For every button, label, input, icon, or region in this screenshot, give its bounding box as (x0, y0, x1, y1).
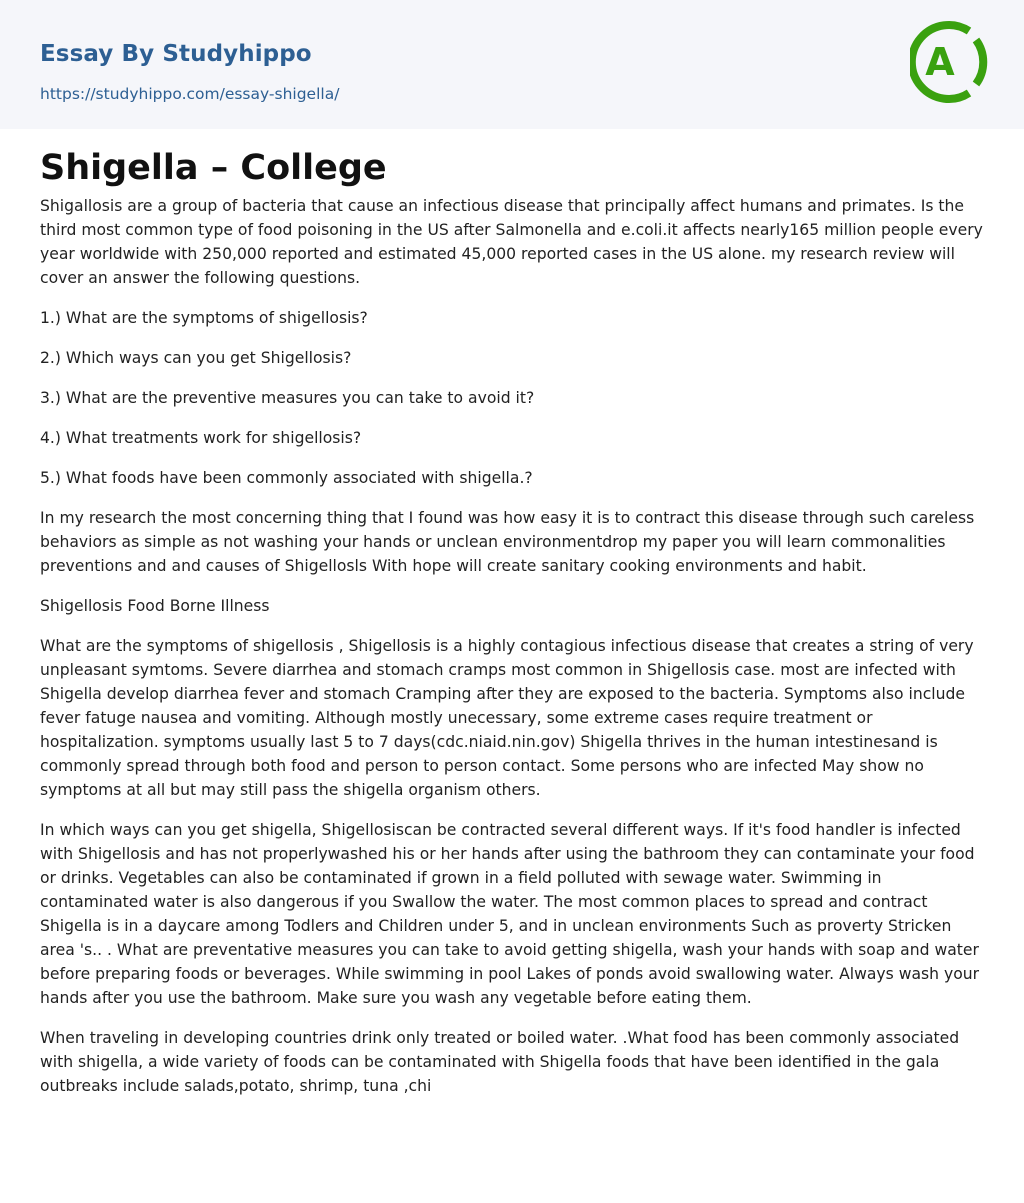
paragraph-symptoms: What are the symptoms of shigellosis , Shigellosis is a highly contagious infectious disease that creates a string of very unpleasant symtoms. Severe diarrhea and stomach cramps most common in Shigellosis case. most are infected with Shigella develop diarrhea fever and stomach Cramping after they are exposed to the bacteria. Symptoms also include fever fatuge nausea and vomiting. Although mostly unecessary, some extreme cases require treatment or hospitalization. symptoms usually last 5 to 7 days(cdc.niaid.nin.gov) Shigella thrives in the human intestinesand is commonly spread through both food and person to person contact. Some persons who are infected May show no symptoms at all but may still pass the shigella organism others. (40, 637, 974, 799)
paragraph-foods: When traveling in developing countries drink only treated or boiled water. .What food has been commonly associated with shigella, a wide variety of foods can be contaminated with Shigella foods that have been identified in the gala outbreaks include salads,potato, shrimp, tuna ,chi (40, 1029, 960, 1095)
article-body (40, 194, 986, 1114)
logo-ring-right (976, 40, 983, 84)
question-2: 2.) Which ways can you get Shigellosis? (40, 349, 352, 367)
article-title: Shigella – College (40, 148, 387, 188)
question-1: 1.) What are the symptoms of shigellosis? (40, 309, 368, 327)
question-5: 5.) What foods have been commonly associated with shigella.? (40, 469, 533, 487)
section-heading: Shigellosis Food Borne Illness (40, 597, 270, 615)
paragraph-transmission: In which ways can you get shigella, Shigellosiscan be contracted several different ways. If it's food handler is infected with Shigellosis and has not properlywashed his or her hands after using the bathroom they can contaminate your food or drinks. Vegetables can also be contaminated if grown in a field polluted with sewage water. Swimming in contaminated water is also dangerous if you Swallow the water. The most common places to spread and contract Shigella is in a daycare among Todlers and Children under 5, and in unclean environments Such as proverty Stricken area 's.. . What are preventative measures you can take to avoid getting shigella, wash your hands with soap and water before preparing foods or beverages. While swimming in pool Lakes of ponds avoid swallowing water. Always wash your hands after you use the bathroom. Make sure you wash any vegetable before eating them. (40, 821, 980, 1007)
paragraph-research: In my research the most concerning thing that I found was how easy it is to contract this disease through such careless behaviors as simple as not washing your hands or unclean environmentdrop my paper you will learn commonalities preventions and and causes of Shigellosls With hope will create sanitary cooking environments and habit. (40, 509, 975, 575)
question-4: 4.) What treatments work for shigellosis? (40, 429, 362, 447)
question-3: 3.) What are the preventive measures you can take to avoid it? (40, 389, 535, 407)
site-brand[interactable]: Essay By Studyhippo (40, 41, 312, 67)
logo-letter: A (925, 40, 955, 84)
essay-url-link[interactable]: https://studyhippo.com/essay-shigella/ (40, 85, 340, 103)
paragraph-intro: Shigallosis are a group of bacteria that cause an infectious disease that principally affect humans and primates. Is the third most common type of food poisoning in the US after Salmonella and e.coli.it affects nearly165 million people every year worldwide with 250,000 reported and estimated 45,000 reported cases in the US alone. my research review will cover an answer the following questions. (40, 197, 983, 287)
studyhippo-logo-icon[interactable] (910, 18, 990, 106)
